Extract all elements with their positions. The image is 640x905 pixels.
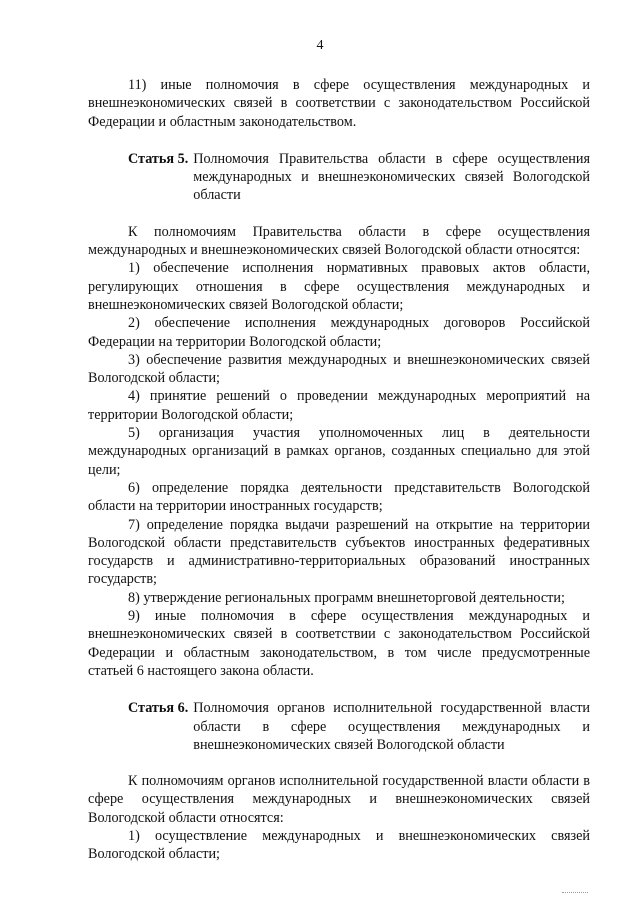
page-number: 4 bbox=[316, 38, 324, 53]
article-5-item: 5) организация участия уполномоченных лиц в деятельности международных организаций в рамках органов, созданных специально для этой цели; bbox=[88, 425, 590, 478]
article-5-intro: К полномочиям Правительства области в сфере осуществления международных и внешнеэкономических связей Вологодской области относятся: bbox=[88, 223, 590, 259]
article-5-heading bbox=[128, 150, 590, 205]
scan-mark bbox=[562, 892, 588, 895]
article-5-item: 6) определение порядка деятельности представительств Вологодской области на территории иностранных государств; bbox=[88, 479, 590, 515]
opening-paragraph: 11) иные полномочия в сфере осуществления международных и внешнеэкономических связей в соответствии с законодательством Российской Федерации и областным законодательством. bbox=[88, 77, 590, 130]
article-5-item: 3) обеспечение развития международных и внешнеэкономических связей Вологодской области; bbox=[88, 351, 590, 387]
article-5-title: Полномочия Правительства области в сфере осуществления международных и внешнеэкономических связей Вологодской области bbox=[193, 150, 590, 204]
article-5-item: 2) обеспечение исполнения международных договоров Российской Федерации на территории Вологодской области; bbox=[88, 315, 590, 350]
article-5-label: Статья 5. bbox=[128, 150, 189, 167]
article-6-intro: К полномочиям органов исполнительной государственной власти области в сфере осуществления международных и внешнеэкономических связей Вологодской области относятся: bbox=[88, 773, 590, 826]
article-5-item: 4) принятие решений о проведении международных мероприятий на территории Вологодской области; bbox=[88, 388, 590, 423]
article-5-item: 8) утверждение региональных программ внешнеторговой деятельности; bbox=[128, 589, 565, 606]
article-6-title: Полномочия органов исполнительной государственной власти области в сфере осуществления международных и внешнеэкономических связей Вологодской области bbox=[193, 700, 590, 753]
article-5-item: 7) определение порядка выдачи разрешений на открытие на территории Вологодской области представительств субъектов иностранных федеративных государств и административно-территориальных образований иностранных государств; bbox=[88, 516, 590, 588]
article-6-heading bbox=[128, 699, 590, 754]
article-6-item: 1) осуществление международных и внешнеэкономических связей Вологодской области; bbox=[88, 827, 590, 863]
document-body bbox=[88, 76, 590, 864]
article-5-item: 9) иные полномочия в сфере осуществления международных и внешнеэкономических связей в соответствии с законодательством Российской Федерации и областным законодательством, в том числе предусмотренные статьей 6 настоящего закона области. bbox=[88, 608, 590, 679]
article-6-label: Статья 6. bbox=[128, 700, 189, 717]
article-5-item: 1) обеспечение исполнения нормативных правовых актов области, регулирующих отношения в сфере осуществления международных и внешнеэкономических связей Вологодской области; bbox=[88, 260, 590, 313]
